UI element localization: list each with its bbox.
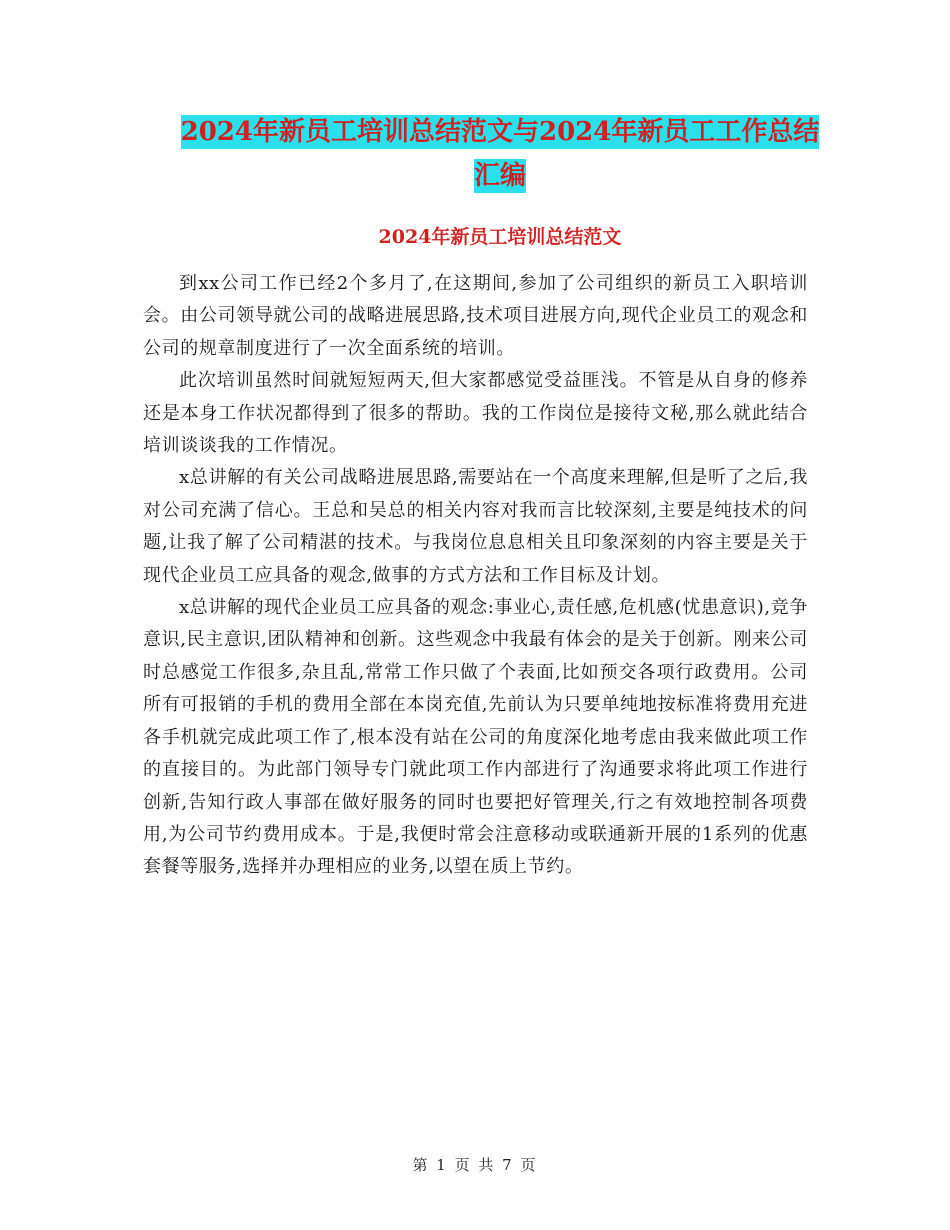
document-title (140, 110, 860, 198)
body-paragraph-4: x总讲解的现代企业员工应具备的观念:事业心,责任感,危机感(忧患意识),竞争意识,民主意识,团队精神和创新。这些观念中我最有体会的是关于创新。刚来公司时总感觉工作很多,杂且乱,常常工作只做了个表面,比如预交各项行政费用。公司所有可报销的手机的费用全部在本岗充值,先前认为只要单纯地按标准将费用充进各手机就完成此项工作了,根本没有站在公司的角度深化地考虑由我来做此项工作的直接目的。为此部门领导专门就此项工作内部进行了沟通要求将此项工作进行创新,告知行政人事部在做好服务的同时也要把好管理关,行之有效地控制各项费用,为公司节约费用成本。于是,我便时常会注意移动或联通新开展的1系列的优惠套餐等服务,选择并办理相应的业务,以望在质上节约。 (143, 597, 808, 878)
document-title-line2: 汇编 (473, 161, 526, 191)
document-title-line1: 2024年新员工培训总结范文与2024年新员工工作总结 (180, 117, 820, 147)
body-paragraph-1: 到xx公司工作已经2个多月了,在这期间,参加了公司组织的新员工入职培训会。由公司领导就公司的战略进展思路,技术项目进展方向,现代企业员工的观念和公司的规章制度进行了一次全面系统的培训。 (143, 273, 808, 359)
body-paragraph-3: x总讲解的有关公司战略进展思路,需要站在一个高度来理解,但是听了之后,我对公司充满了信心。王总和吴总的相关内容对我而言比较深刻,主要是纯技术的问题,让我了解了公司精湛的技术。与我岗位息息相关且印象深刻的内容主要是关于现代企业员工应具备的观念,做事的方式方法和工作目标及计划。 (143, 467, 808, 586)
page-footer: 第 1 页 共 7 页 (412, 1156, 538, 1174)
document-body (143, 268, 808, 884)
section-title: 2024年新员工培训总结范文 (378, 226, 622, 248)
body-paragraph-2: 此次培训虽然时间就短短两天,但大家都感觉受益匪浅。不管是从自身的修养还是本身工作状况都得到了很多的帮助。我的工作岗位是接待文秘,那么就此结合培训谈谈我的工作情况。 (143, 370, 808, 457)
